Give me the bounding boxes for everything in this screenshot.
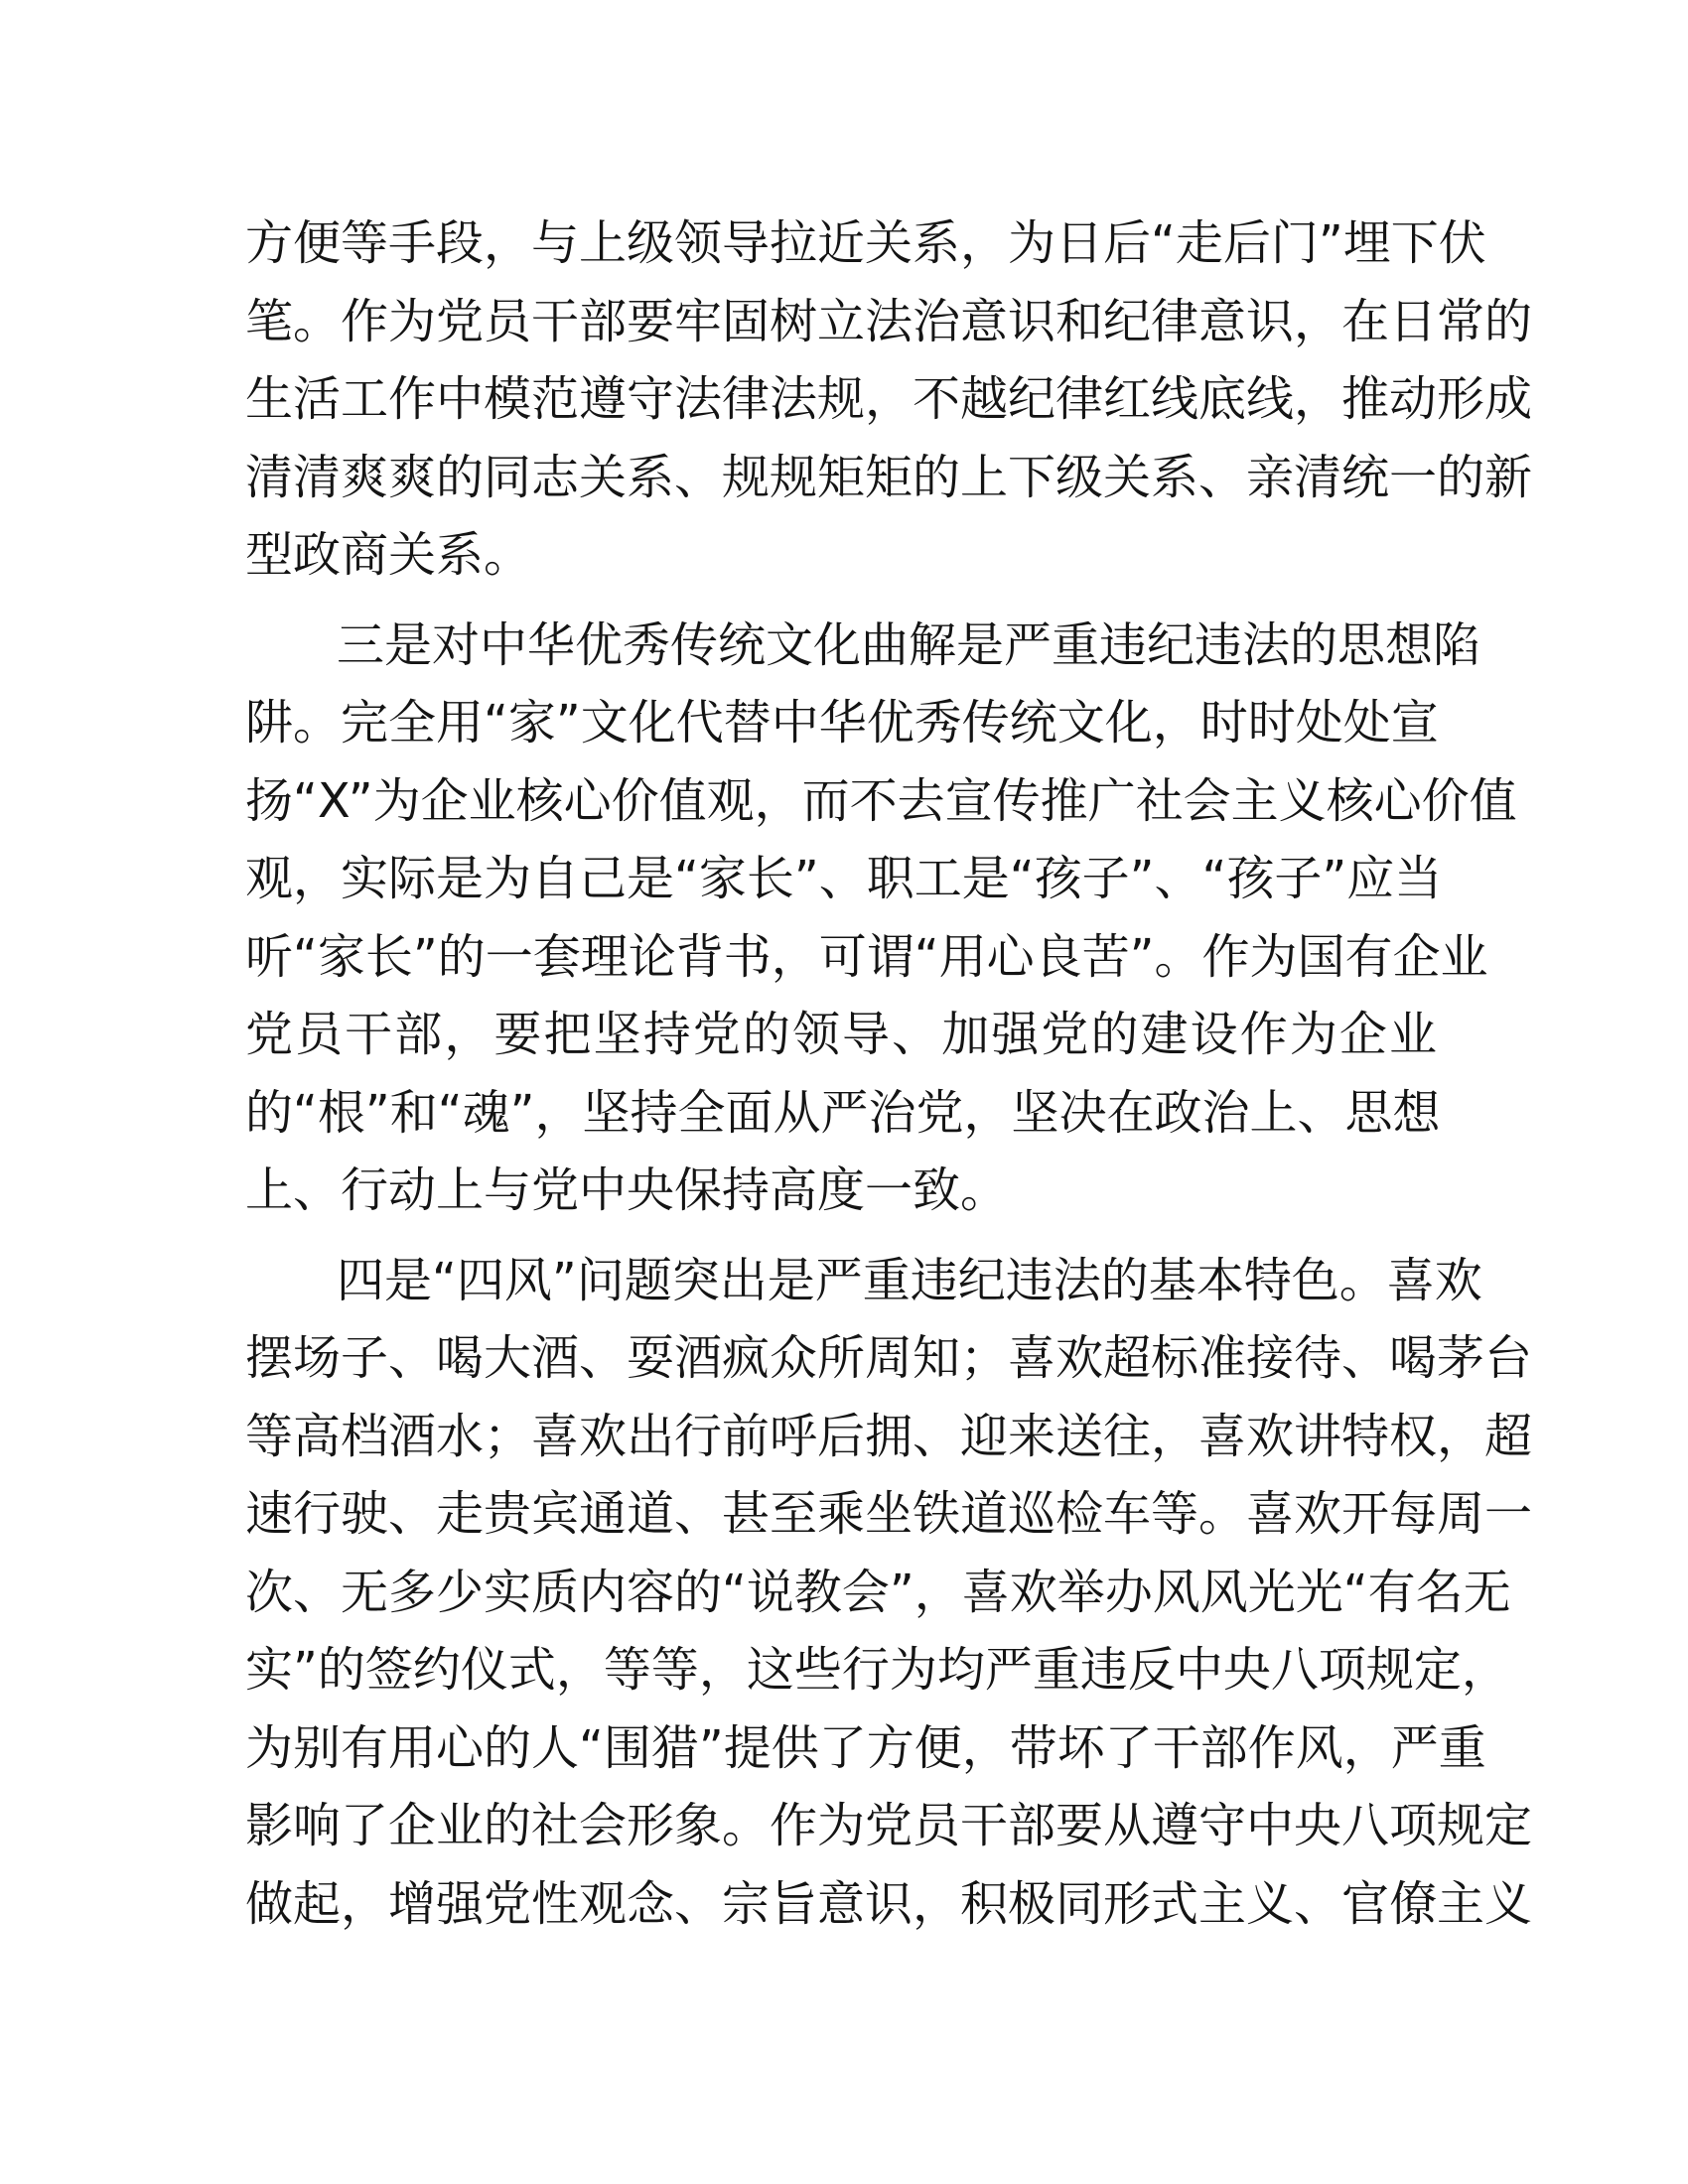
- paragraph: [245, 607, 1517, 1230]
- text-line: 摆场子、喝大酒、耍酒疯众所周知；喜欢超标准接待、喝茅台: [245, 1330, 1533, 1386]
- text-line: 速行驶、走贵宾通道、甚至乘坐铁道巡检车等。喜欢开每周一: [245, 1486, 1533, 1542]
- text-line: 做起，增强党性观念、宗旨意识，积极同形式主义、官僚主义: [245, 1875, 1533, 1932]
- text-line: 的“根”和“魂”，坚持全面从严治党，坚决在政治上、思想: [245, 1084, 1441, 1141]
- text-line: 影响了企业的社会形象。作为党员干部要从遵守中央八项规定: [245, 1798, 1533, 1853]
- paragraph-gap: [245, 595, 1437, 607]
- text-line: 观，实际是为自己是“家长”、职工是“孩子”、“孩子”应当: [245, 851, 1443, 906]
- text-line: 四是“四风”问题突出是严重违纪违法的基本特色。喜欢: [337, 1252, 1482, 1308]
- text-line: 上、行动上与党中央保持高度一致。: [245, 1162, 1009, 1218]
- text-line: 为别有用心的人“围猎”提供了方便，带坏了干部作风，严重: [245, 1719, 1486, 1776]
- text-line: 次、无多少实质内容的“说教会”，喜欢举办风风光光“有名无: [245, 1564, 1511, 1620]
- text-line: 清清爽爽的同志关系、规规矩矩的上下级关系、亲清统一的新: [245, 449, 1533, 505]
- text-line: 型政商关系。: [245, 527, 532, 583]
- paragraph: [245, 205, 1533, 595]
- text-line: 等高档酒水；喜欢出行前呼后拥、迎来送往，喜欢讲特权，超: [245, 1408, 1533, 1464]
- paragraph: [245, 1242, 1533, 1944]
- text-line: 阱。完全用“家”文化代替中华优秀传统文化，时时处处宣: [245, 695, 1439, 751]
- text-line: 扬“X”为企业核心价值观，而不去宣传推广社会主义核心价值: [245, 772, 1517, 829]
- text-line: 生活工作中模范遵守法律法规，不越纪律红线底线，推动形成: [245, 371, 1533, 427]
- text-line: 方便等手段，与上级领导拉近关系，为日后“走后门”埋下伏: [245, 215, 1486, 271]
- paragraph-gap: [245, 1230, 1437, 1242]
- text-line: 实”的签约仪式，等等，这些行为均严重违反中央八项规定，: [245, 1642, 1509, 1698]
- text-line: 党员干部，要把坚持党的领导、加强党的建设作为企业: [245, 1007, 1437, 1062]
- document-body: [245, 205, 1533, 1943]
- text-line: 笔。作为党员干部要牢固树立法治意识和纪律意识，在日常的: [245, 293, 1533, 349]
- text-line: 听“家长”的一套理论背书，可谓“用心良苦”。作为国有企业: [245, 928, 1488, 985]
- text-line: 三是对中华优秀传统文化曲解是严重违纪违法的思想陷: [337, 616, 1481, 673]
